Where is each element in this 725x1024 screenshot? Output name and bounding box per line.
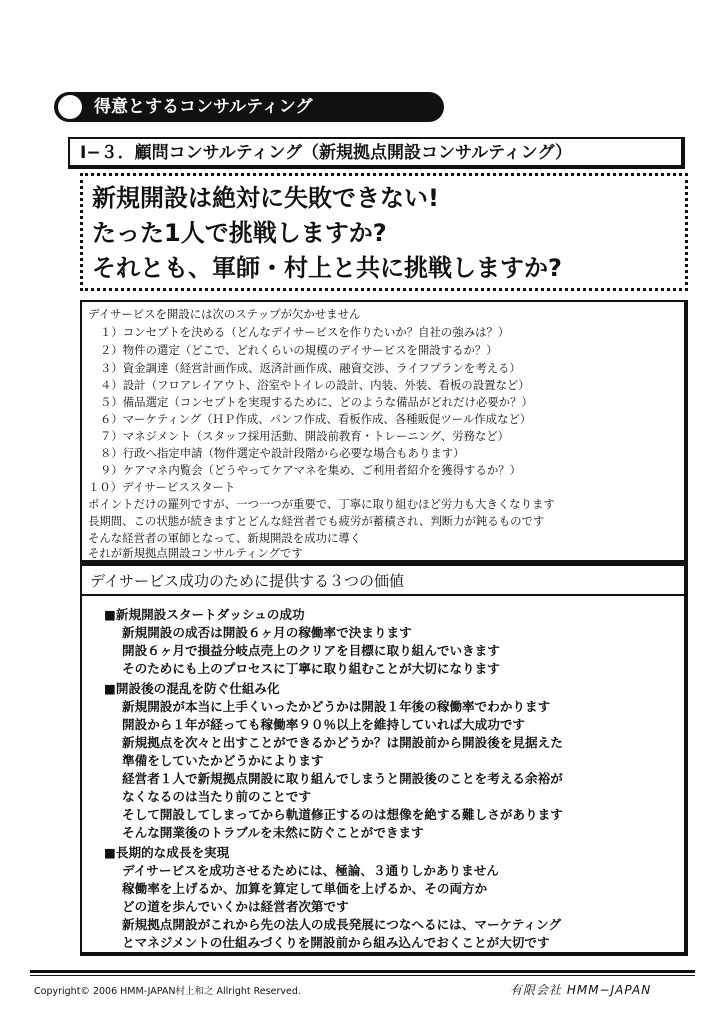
step-item-last: １０）デイサービススタート [88, 480, 236, 494]
step-item: ５）備品選定（コンセプトを実現するために、どのような備品がどれだけ必要か？） [100, 395, 533, 409]
headline-line-3: それとも、軍師・村上と共に挑戦しますか? [92, 254, 562, 282]
values-title: デイサービス成功のために提供する３つの価値 [90, 572, 404, 590]
steps-closing-line: それが新規拠点開設コンサルティングです [88, 546, 303, 560]
footer-rule-thin [30, 975, 695, 976]
step-item: ８）行政へ指定申請（物件選定や設計段階から必要な場合もあります） [100, 446, 465, 460]
steps-closing-line: そんな経営者の軍師となって、新規開設を成功に導く [88, 531, 362, 545]
steps-closing-line: 長期間、この状態が続きますとどんな経営者でも疲労が蓄積され、判断力が鈍るものです [88, 514, 545, 528]
value-line: 新規開設が本当に上手くいったかどうかは開設１年後の稼働率でわかります [122, 699, 551, 714]
headline-line-2: たった1人で挑戦しますか? [92, 219, 387, 247]
step-item: ９）ケアマネ内覧会（どうやってケアマネを集め、ご利用者紹介を獲得するか？） [100, 463, 521, 477]
footer-rule [30, 970, 695, 973]
value-line: 開設６ヶ月で損益分岐点売上のクリアを目標に取り組んでいきます [122, 643, 500, 658]
step-item: ２）物件の選定（どこで、どれくらいの規模のデイサービスを開設するか？） [100, 343, 498, 357]
value-line: 新規拠点を次々と出すことができるかどうか？は開設前から開設後を見据えた [122, 735, 563, 750]
value-line: そんな開業後のトラブルを未然に防ぐことができます [122, 825, 424, 840]
value-line: そのためにも上のプロセスに丁寧に取り組むことが大切になります [122, 661, 500, 676]
value-heading: ■開設後の混乱を防ぐ仕組み化 [104, 681, 280, 696]
value-line: そして開設してしまってから軌道修正するのは想像を絶する難しさがあります [122, 807, 563, 822]
step-item: １）コンセプトを決める（どんなデイサービスを作りたいか？自社の強みは？） [100, 325, 510, 339]
header-circle-icon [58, 95, 82, 119]
steps-intro: デイサービスを開設には次のステップが欠かせません [88, 307, 361, 321]
step-item: ７）マネジメント（スタッフ採用活動、開設前教育・トレーニング、労務など） [100, 429, 510, 443]
step-item: ４）設計（フロアレイアウト、浴室やトイレの設計、内装、外装、看板の設置など） [100, 378, 530, 392]
value-line: 新規開設の成否は開設６ヶ月の稼働率で決まります [122, 625, 412, 640]
value-line: 稼働率を上げるか、加算を算定して単価を上げるか、その両方か [122, 881, 488, 896]
footer-copyright: Copyright© 2006 HMM-JAPAN村上和之 Allright Reserved. [34, 986, 301, 997]
step-item: ６）マーケティング（ＨＰ作成、パンフ作成、看板作成、各種販促ツール作成など） [100, 412, 532, 426]
value-line: どの道を歩んでいくかは経営者次第です [122, 899, 349, 914]
value-heading: ■長期的な成長を実現 [104, 845, 230, 860]
step-item: ３）資金調達（経営計画作成、返済計画作成、融資交渉、ライフプランを考える） [100, 361, 521, 375]
value-line: デイサービスを成功させるためには、極論、３通りしかありません [122, 863, 499, 878]
section-header-title: 得意とするコンサルティング [94, 97, 313, 117]
value-heading: ■新規開設スタートダッシュの成功 [104, 607, 305, 622]
footer-company-name: 有限会社 HMM−JAPAN [510, 983, 652, 997]
headline-line-1: 新規開設は絶対に失敗できない! [92, 184, 439, 212]
subtitle-text: Ⅰ−３．顧問コンサルティング（新規拠点開設コンサルティング） [80, 143, 572, 163]
value-line: 経営者１人で新規拠点開設に取り組んでしまうと開設後のことを考える余裕が [122, 771, 563, 786]
value-line: なくなるのは当たり前のことです [122, 789, 311, 804]
value-line: 準備をしていたかどうかによります [122, 753, 324, 768]
value-line: 開設から１年が経っても稼働率９０％以上を維持していれば大成功です [122, 717, 525, 732]
value-line: 新規拠点開設がこれから先の法人の成長発展につなへるには、マーケティング [122, 917, 562, 932]
steps-closing-line: ポイントだけの羅列ですが、一つ一つが重要で、丁寧に取り組むほど労力も大きくなります [88, 497, 555, 511]
value-line: とマネジメントの仕組みづくりを開設前から組み込んでおくことが大切です [122, 935, 550, 950]
